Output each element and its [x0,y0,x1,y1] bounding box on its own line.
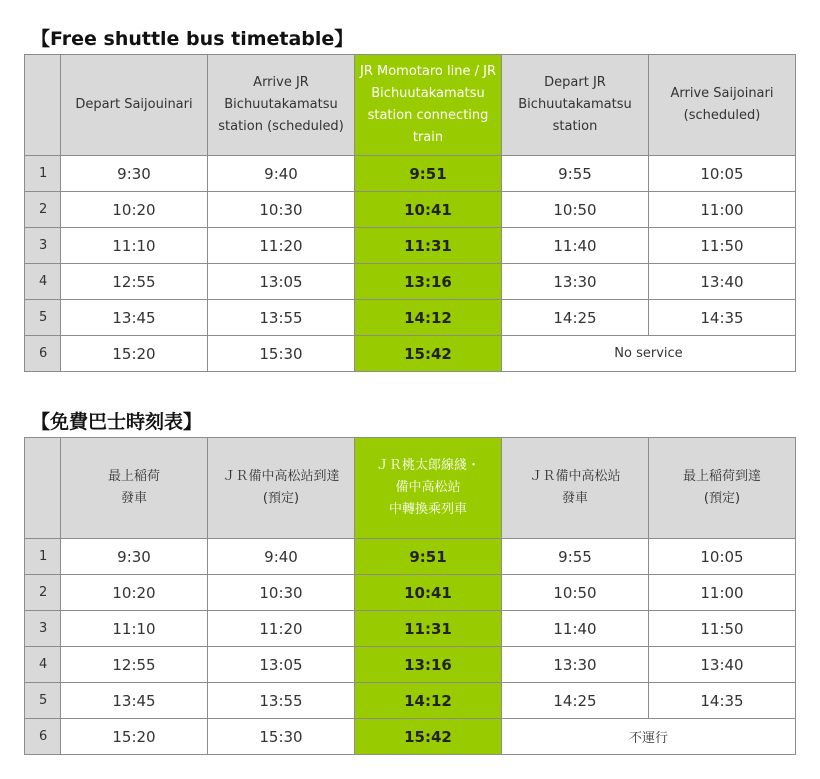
column-header: Depart JR Bichuutakamatsu station [502,55,649,156]
time-cell: 13:45 [61,683,208,719]
connecting-train-time: 13:16 [355,647,502,683]
timetable-title-english: 【Free shuttle bus timetable】 [31,28,354,50]
table-row [25,575,796,611]
column-header: Arrive Saijoinari (scheduled) [649,55,796,156]
time-cell: 11:10 [61,228,208,264]
time-cell: 10:50 [502,575,649,611]
time-cell: 13:05 [208,647,355,683]
time-cell: 11:00 [649,192,796,228]
table-row [25,539,796,575]
time-cell: 13:40 [649,647,796,683]
row-number: 6 [25,719,61,755]
row-number: 2 [25,575,61,611]
timetable-title-chinese: 【免費巴士時刻表】 [31,411,203,433]
row-number: 3 [25,611,61,647]
table-row [25,683,796,719]
header-row [25,438,796,539]
time-cell: 10:30 [208,575,355,611]
table-row [25,719,796,755]
time-cell: 10:20 [61,192,208,228]
time-cell: 9:55 [502,539,649,575]
connecting-train-time: 11:31 [355,228,502,264]
row-number: 4 [25,647,61,683]
time-cell: 13:55 [208,300,355,336]
time-cell: 14:25 [502,300,649,336]
column-header: ＪＲ備中高松站 發車 [502,438,649,539]
header-row [25,55,796,156]
time-cell: 10:05 [649,156,796,192]
connecting-train-time: 10:41 [355,575,502,611]
connecting-train-time: 9:51 [355,156,502,192]
time-cell: 13:30 [502,264,649,300]
time-cell: 9:30 [61,156,208,192]
connecting-train-time: 9:51 [355,539,502,575]
time-cell: 15:20 [61,719,208,755]
row-number: 3 [25,228,61,264]
no-service-note: No service [502,336,796,372]
connecting-train-time: 15:42 [355,336,502,372]
connecting-train-time: 14:12 [355,300,502,336]
table-row [25,228,796,264]
row-number: 1 [25,156,61,192]
time-cell: 15:20 [61,336,208,372]
timetable-english [24,54,796,372]
row-number: 2 [25,192,61,228]
time-cell: 11:20 [208,611,355,647]
time-cell: 14:25 [502,683,649,719]
table-row [25,611,796,647]
row-number: 1 [25,539,61,575]
row-number: 5 [25,300,61,336]
time-cell: 9:40 [208,539,355,575]
column-header: Arrive JR Bichuutakamatsu station (scheduled) [208,55,355,156]
timetable-chinese [24,437,796,755]
time-cell: 9:30 [61,539,208,575]
time-cell: 15:30 [208,336,355,372]
connecting-train-time: 14:12 [355,683,502,719]
time-cell: 10:50 [502,192,649,228]
table-row [25,264,796,300]
connecting-train-time: 10:41 [355,192,502,228]
time-cell: 13:40 [649,264,796,300]
connecting-train-time: 13:16 [355,264,502,300]
table-row [25,192,796,228]
time-cell: 11:10 [61,611,208,647]
header-connecting-train: JR Momotaro line / JR Bichuutakamatsu station connecting train [355,55,502,156]
header-connecting-train: ＪＲ桃太郎線綫・ 備中高松站 中轉換乘列車 [355,438,502,539]
column-header: ＪＲ備中高松站到達 (預定) [208,438,355,539]
no-service-note: 不運行 [502,719,796,755]
time-cell: 13:45 [61,300,208,336]
time-cell: 11:50 [649,228,796,264]
time-cell: 9:40 [208,156,355,192]
row-number: 5 [25,683,61,719]
time-cell: 11:20 [208,228,355,264]
header-corner-cell [25,438,61,539]
time-cell: 11:40 [502,611,649,647]
column-header: 最上稲荷到達 (預定) [649,438,796,539]
table-row [25,156,796,192]
time-cell: 13:30 [502,647,649,683]
time-cell: 10:05 [649,539,796,575]
time-cell: 13:55 [208,683,355,719]
time-cell: 9:55 [502,156,649,192]
time-cell: 10:20 [61,575,208,611]
column-header: 最上稲荷 發車 [61,438,208,539]
time-cell: 13:05 [208,264,355,300]
time-cell: 12:55 [61,264,208,300]
time-cell: 14:35 [649,300,796,336]
time-cell: 15:30 [208,719,355,755]
time-cell: 10:30 [208,192,355,228]
time-cell: 11:40 [502,228,649,264]
table-row [25,300,796,336]
table-row [25,336,796,372]
header-corner-cell [25,55,61,156]
connecting-train-time: 15:42 [355,719,502,755]
column-header: Depart Saijouinari [61,55,208,156]
time-cell: 14:35 [649,683,796,719]
time-cell: 11:50 [649,611,796,647]
time-cell: 11:00 [649,575,796,611]
time-cell: 12:55 [61,647,208,683]
connecting-train-time: 11:31 [355,611,502,647]
row-number: 4 [25,264,61,300]
table-row [25,647,796,683]
row-number: 6 [25,336,61,372]
